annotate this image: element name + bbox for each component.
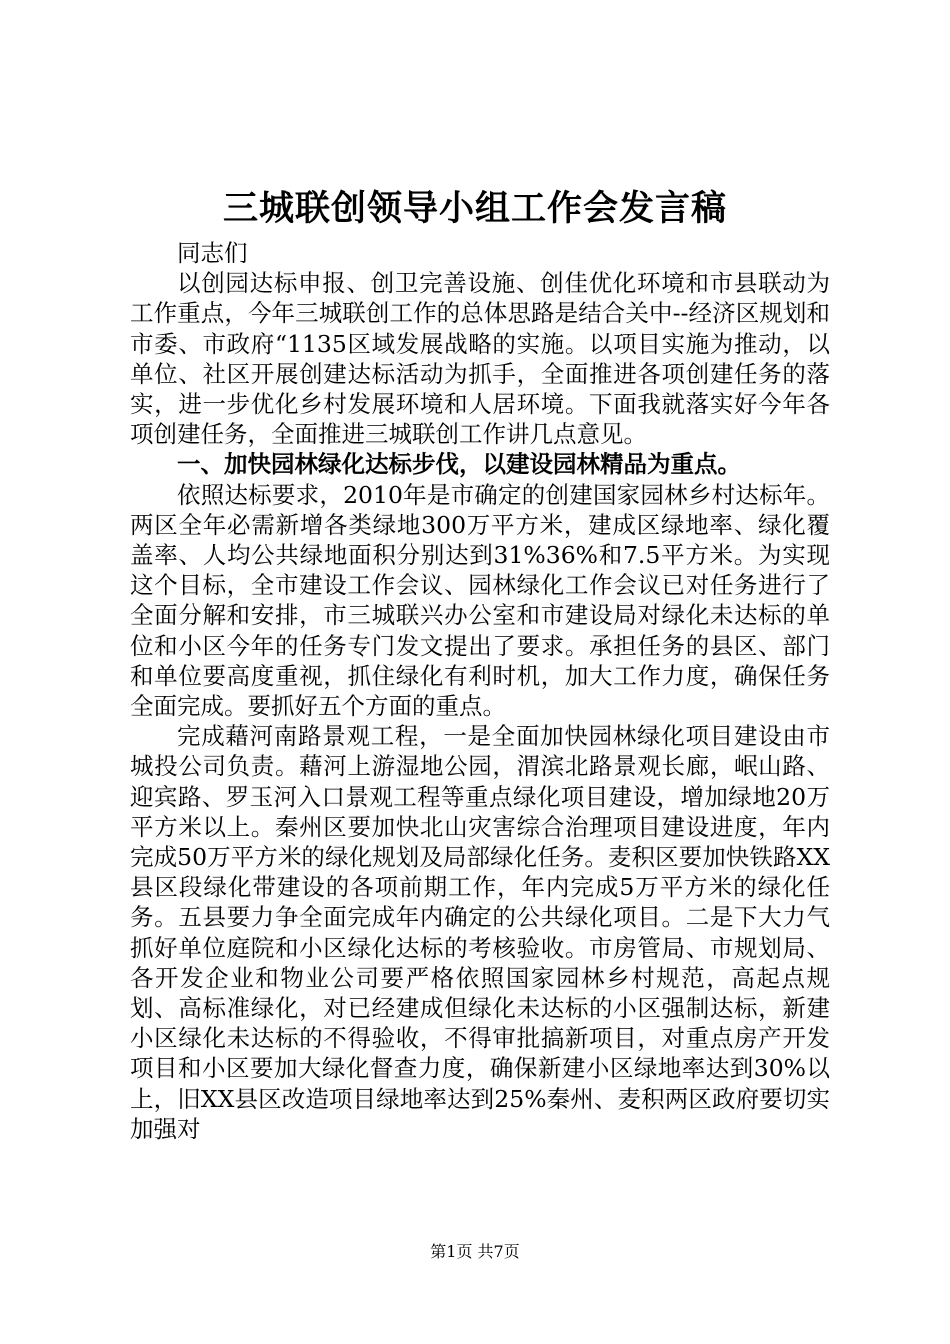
- section-heading: 一、加快园林绿化达标步伐，以建设园林精品为重点。: [177, 450, 741, 479]
- salutation: 同志们: [177, 239, 248, 267]
- paragraph-intro: 以创园达标申报、创卫完善设施、创佳优化环境和市县联动为工作重点，今年三城联创工作的总体思路是结合关中--经济区规划和市委、市政府“1135区域发展战略的实施。以项目实施为推动，以单位、社区开展创建达标活动为抓手，全面推进各项创建任务的落实，进一步优化乡村发展环境和人居环境。下面我就落实好今年各项创建任务，全面推进三城联创工作讲几点意见。: [130, 269, 830, 449]
- paragraph-projects: 完成藉河南路景观工程，一是全面加快园林绿化项目建设由市城投公司负责。藉河上游湿地公园，渭滨北路景观长廊，岷山路、迎宾路、罗玉河入口景观工程等重点绿化项目建设，增加绿地20万平方米以上。秦州区要加快北山灾害综合治理项目建设进度，年内完成50万平方米的绿化规划及局部绿化任务。麦积区要加快铁路XX县区段绿化带建设的各项前期工作，年内完成5万平方米的绿化任务。五县要力争全面完成年内确定的公共绿化项目。二是下大力气抓好单位庭院和小区绿化达标的考核验收。市房管局、市规划局、各开发企业和物业公司要严格依照国家园林乡村规范，高起点规划、高标准绿化，对已经建成但绿化未达标的小区强制达标，新建小区绿化未达标的不得验收，不得审批搞新项目，对重点房产开发项目和小区要加大绿化督查力度，确保新建小区绿地率达到30%以上，旧XX县区改造项目绿地率达到25%秦州、麦积两区政府要切实加强对: [130, 722, 830, 1143]
- document-body: [130, 238, 830, 1144]
- paragraph-target: 依照达标要求，2010年是市确定的创建国家园林乡村达标年。两区全年必需新增各类绿地300万平方米，建成区绿地率、绿化覆盖率、人均公共绿地面积分别达到31%36%和7.5平方米。为实现这个目标，全市建设工作会议、园林绿化工作会议已对任务进行了全面分解和安排，市三城联兴办公室和市建设局对绿化未达标的单位和小区今年的任务专门发文提出了要求。承担任务的县区、部门和单位要高度重视，抓住绿化有利时机，加大工作力度，确保任务全面完成。要抓好五个方面的重点。: [130, 480, 830, 721]
- page-footer: 第1页 共7页: [430, 1242, 520, 1261]
- document-title: 三城联创领导小组工作会发言稿: [222, 188, 727, 229]
